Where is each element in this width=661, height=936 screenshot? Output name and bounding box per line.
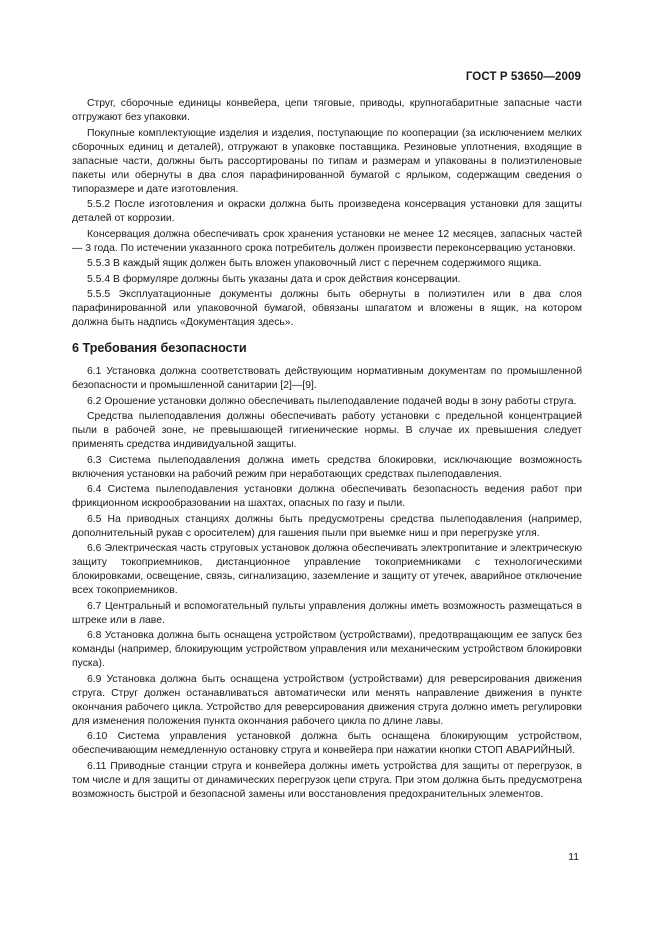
paragraph: 5.5.5 Эксплуатационные документы должны быть обернуты в полиэтилен или в два слоя парафинированной или упаковочной бумагой, обвязаны шпагатом и вложены в ящик, на котором должна быть надпись «Документация здесь». [72, 289, 582, 328]
paragraph: 6.4 Система пылеподавления установки должна обеспечивать безопасность ведения работ при фрикционном искрообразовании на шахтах, опасных по газу и пыли. [72, 484, 582, 509]
paragraph: Покупные комплектующие изделия и изделия, поступающие по кооперации (за исключением мелких сборочных единиц и деталей), отгружают в упаковке поставщика. Резиновые уплотнения, входящие в запасные части, должны быть рассортированы по типам и размерам и упакованы в полиэтиленовые пакеты или обернуты в два слоя парафинированной бумагой с ярлыком, содержащим сведения о типоразмере и дате изготовления. [72, 127, 582, 195]
document-header-standard: ГОСТ Р 53650—2009 [465, 71, 581, 83]
paragraph: 5.5.3 В каждый ящик должен быть вложен упаковочный лист с перечнем содержимого ящика. [87, 258, 542, 269]
paragraph: 6.1 Установка должна соответствовать действующим нормативным документам по промышленной безопасности и промышленной санитарии [2]—[9]. [72, 366, 582, 391]
paragraph: 6.10 Система управления установкой должна быть оснащена блокирующим устройством, обеспечивающим немедленную остановку струга и конвейера при нажатии кнопки СТОП АВАРИЙНЫЙ. [72, 731, 582, 756]
document-body [72, 97, 582, 803]
paragraph: 5.5.4 В формуляре должны быть указаны дата и срок действия консервации. [87, 273, 461, 285]
paragraph: 6.9 Установка должна быть оснащена устройством (устройствами) для реверсирования движения струга. Струг должен останавливаться автоматически или менять направление движения в пункте окончания рабочего цикла. Устройство для реверсирования движения струга должно иметь регулировки для изменения положения пункта окончания рабочего цикла по длине лавы. [72, 673, 582, 727]
paragraph: 6.2 Орошение установки должно обеспечивать пылеподавление подачей воды в зону работы струга. [87, 395, 577, 407]
paragraph: 6.11 Приводные станции струга и конвейера должны иметь устройства для защиты от перегрузок, в том числе и для защиты от динамических перегрузок цепи струга. При этом должна быть предусмотрена возможность быстрой и безопасной замены или восстановления предохранительных элементов. [72, 760, 582, 800]
section-title: 6 Требования безопасности [72, 341, 247, 355]
paragraph: Струг, сборочные единицы конвейера, цепи тяговые, приводы, крупногабаритные запасные части отгружают без упаковки. [72, 98, 582, 123]
page-number: 11 [568, 852, 579, 863]
paragraph: 6.6 Электрическая часть струговых установок должна обеспечивать электропитание и электрическую защиту токоприемников, дистанционное управление токоприемниками с технологическими блокировками, освещение, связь, сигнализацию, заземление и защиту от утечек, аварийное отключение всех токоприемников. [72, 543, 582, 596]
paragraph: 6.5 На приводных станциях должны быть предусмотрены средства пылеподавления (например, дополнительный рукав с оросителем) для гашения пыли при выемке ниш и при перегрузке угля. [72, 513, 582, 539]
paragraph: Средства пылеподавления должны обеспечивать работу установки с предельной концентрацией пыли в рабочей зоне, не превышающей гигиенические нормы. В случае их превышения следует применять средства индивидуальной защиты. [72, 411, 582, 450]
paragraph: 6.3 Система пылеподавления должна иметь средства блокировки, исключающие возможность включения установки на рабочий режим при неработающих средствах пылеподавления. [72, 454, 582, 480]
paragraph: Консервация должна обеспечивать срок хранения установки не менее 12 месяцев, запасных частей — 3 года. По истечении указанного срока потребитель должен произвести переконсервацию установки. [72, 228, 582, 254]
paragraph: 5.5.2 После изготовления и окраски должна быть произведена консервация установки для защиты деталей от коррозии. [72, 199, 582, 224]
paragraph: 6.7 Центральный и вспомогательный пульты управления должны иметь возможность размещаться в штреке или в лаве. [72, 600, 582, 626]
paragraph: 6.8 Установка должна быть оснащена устройством (устройствами), предотвращающим ее запуск без команды (например, блокирующим устройством управления или механическим устройством блокировки пуска). [72, 630, 582, 669]
